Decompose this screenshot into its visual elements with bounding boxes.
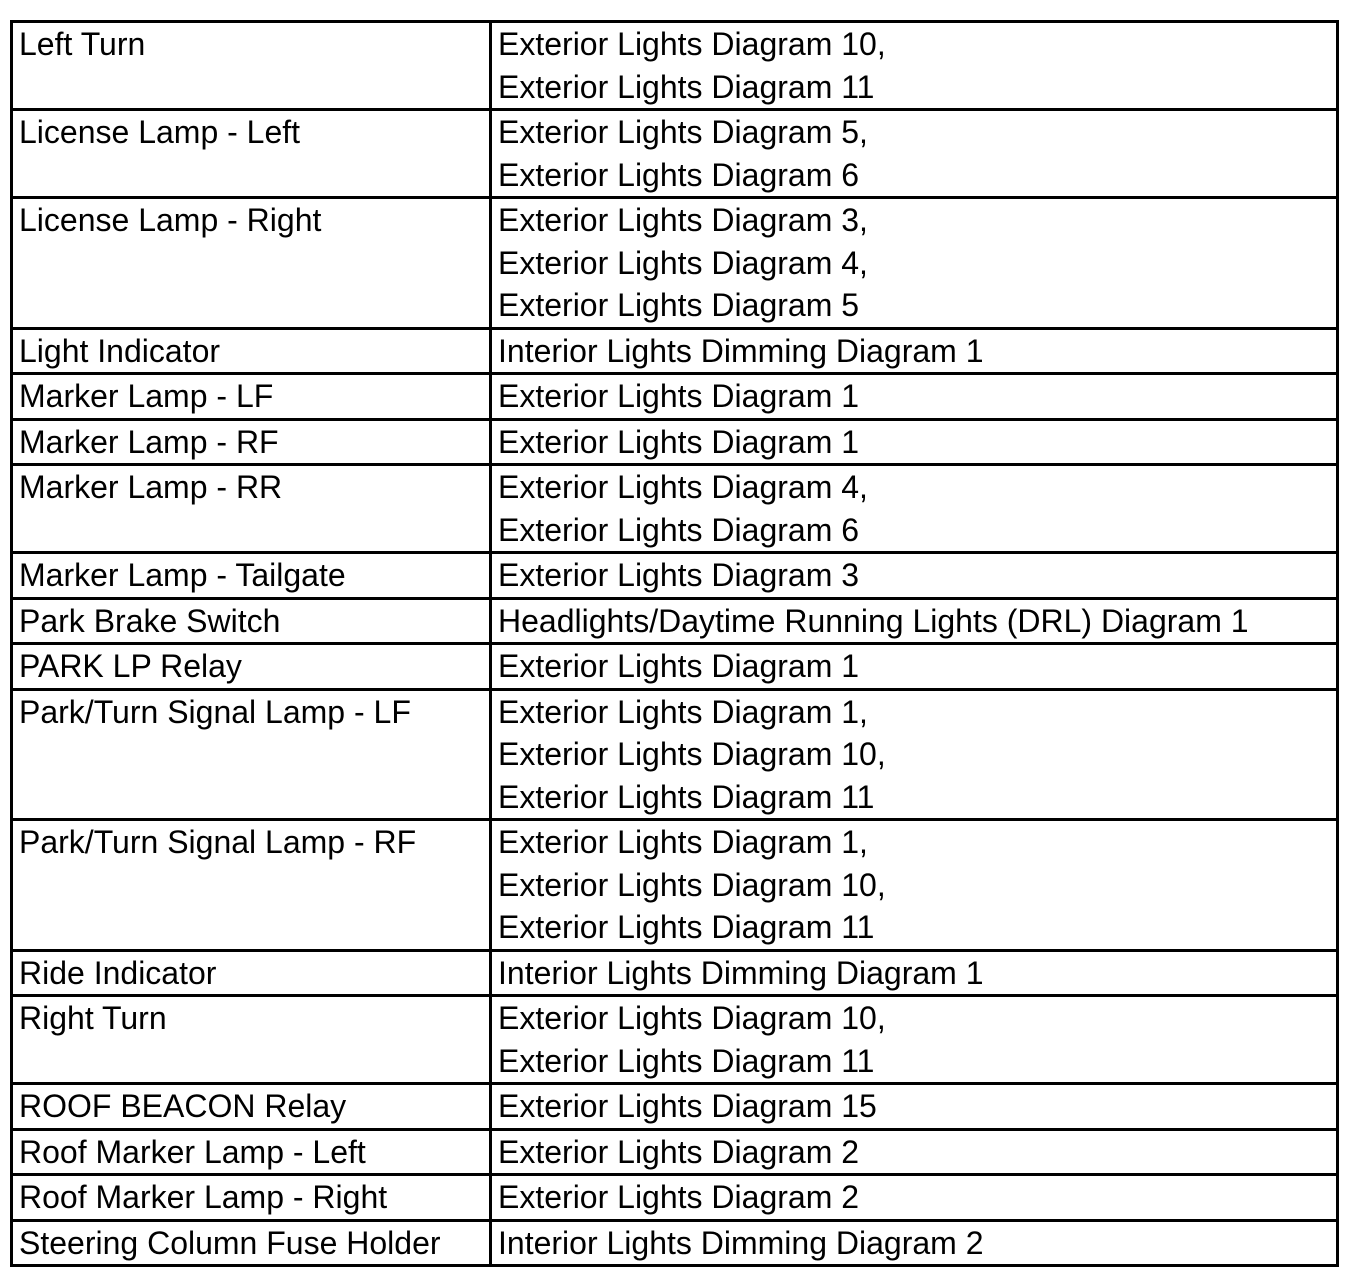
diagram-reference: Exterior Lights Diagram 5,	[498, 114, 868, 150]
table-row	[12, 553, 1338, 599]
component-name-cell: ROOF BEACON Relay	[12, 1084, 491, 1130]
diagram-reference-cell	[491, 950, 1338, 996]
table-row	[12, 996, 1338, 1084]
table-row	[12, 1129, 1338, 1175]
diagram-reference: Interior Lights Dimming Diagram 1	[498, 332, 984, 369]
diagram-reference-cell	[491, 198, 1338, 329]
diagram-reference: Exterior Lights Diagram 1	[498, 648, 860, 684]
component-name-cell: Park Brake Switch	[12, 598, 491, 644]
diagram-reference: Exterior Lights Diagram 2	[498, 1133, 860, 1170]
diagram-reference-cell	[491, 598, 1338, 644]
table-row	[12, 820, 1338, 951]
table-row	[12, 419, 1338, 465]
diagram-reference: Exterior Lights Diagram 1,	[498, 824, 868, 860]
diagram-reference: Exterior Lights Diagram 10,	[498, 1000, 886, 1036]
component-name-cell: Marker Lamp - RR	[12, 465, 491, 553]
table-row	[12, 110, 1338, 198]
table-row	[12, 689, 1338, 820]
component-name-cell: Left Turn	[12, 22, 491, 110]
diagram-reference: Exterior Lights Diagram 10,	[498, 866, 886, 903]
component-name-cell: Right Turn	[12, 996, 491, 1084]
diagram-reference: Exterior Lights Diagram 1	[498, 423, 860, 460]
table-row	[12, 1175, 1338, 1221]
diagram-reference: Exterior Lights Diagram 1,	[498, 693, 868, 730]
diagram-reference-cell	[491, 1220, 1338, 1266]
diagram-reference: Exterior Lights Diagram 3	[498, 557, 860, 593]
diagram-reference-cell	[491, 419, 1338, 465]
diagram-reference: Headlights/Daytime Running Lights (DRL) Diagram 1	[498, 602, 1249, 639]
component-name-cell: Steering Column Fuse Holder	[12, 1220, 491, 1266]
diagram-reference: Exterior Lights Diagram 6	[498, 156, 860, 193]
diagram-reference-cell	[491, 374, 1338, 420]
diagram-reference: Exterior Lights Diagram 5	[498, 287, 860, 323]
diagram-reference: Exterior Lights Diagram 15	[498, 1088, 877, 1124]
table-row	[12, 465, 1338, 553]
diagram-reference: Exterior Lights Diagram 2	[498, 1179, 860, 1215]
diagram-reference-cell	[491, 820, 1338, 951]
diagram-reference: Exterior Lights Diagram 11	[498, 68, 875, 105]
component-name-cell: Roof Marker Lamp - Right	[12, 1175, 491, 1221]
diagram-reference-cell	[491, 110, 1338, 198]
diagram-reference-cell	[491, 644, 1338, 690]
component-name-cell: Ride Indicator	[12, 950, 491, 996]
diagram-reference: Exterior Lights Diagram 11	[498, 909, 875, 945]
table-row	[12, 328, 1338, 374]
table-row	[12, 198, 1338, 329]
table-row	[12, 1220, 1338, 1266]
diagram-reference: Exterior Lights Diagram 11	[498, 778, 875, 815]
diagram-reference: Exterior Lights Diagram 10,	[498, 736, 886, 772]
table-row	[12, 598, 1338, 644]
diagram-reference: Exterior Lights Diagram 10,	[498, 26, 886, 62]
component-name-cell: Marker Lamp - RF	[12, 419, 491, 465]
component-name-cell: Park/Turn Signal Lamp - LF	[12, 689, 491, 820]
diagram-reference: Exterior Lights Diagram 1	[498, 378, 860, 414]
table-body	[12, 22, 1338, 1266]
component-name-cell: Park/Turn Signal Lamp - RF	[12, 820, 491, 951]
component-diagram-index-table	[10, 20, 1339, 1267]
table-row	[12, 374, 1338, 420]
diagram-reference: Exterior Lights Diagram 4,	[498, 469, 868, 505]
diagram-reference: Exterior Lights Diagram 11	[498, 1042, 875, 1079]
diagram-reference: Interior Lights Dimming Diagram 2	[498, 1224, 984, 1261]
component-name-cell: License Lamp - Right	[12, 198, 491, 329]
component-name-cell: PARK LP Relay	[12, 644, 491, 690]
diagram-reference-cell	[491, 553, 1338, 599]
component-name-cell: Marker Lamp - LF	[12, 374, 491, 420]
diagram-reference-cell	[491, 1129, 1338, 1175]
component-name-cell: License Lamp - Left	[12, 110, 491, 198]
diagram-reference-cell	[491, 689, 1338, 820]
diagram-reference-cell	[491, 465, 1338, 553]
table-row	[12, 950, 1338, 996]
diagram-reference: Exterior Lights Diagram 3,	[498, 202, 868, 238]
diagram-reference-cell	[491, 996, 1338, 1084]
table-row	[12, 22, 1338, 110]
diagram-reference: Interior Lights Dimming Diagram 1	[498, 954, 984, 991]
diagram-reference-cell	[491, 1084, 1338, 1130]
diagram-reference: Exterior Lights Diagram 6	[498, 511, 860, 548]
diagram-reference: Exterior Lights Diagram 4,	[498, 244, 868, 281]
table-row	[12, 644, 1338, 690]
diagram-reference-cell	[491, 22, 1338, 110]
diagram-reference-cell	[491, 1175, 1338, 1221]
component-name-cell: Marker Lamp - Tailgate	[12, 553, 491, 599]
table-row	[12, 1084, 1338, 1130]
component-name-cell: Light Indicator	[12, 328, 491, 374]
component-name-cell: Roof Marker Lamp - Left	[12, 1129, 491, 1175]
diagram-reference-cell	[491, 328, 1338, 374]
